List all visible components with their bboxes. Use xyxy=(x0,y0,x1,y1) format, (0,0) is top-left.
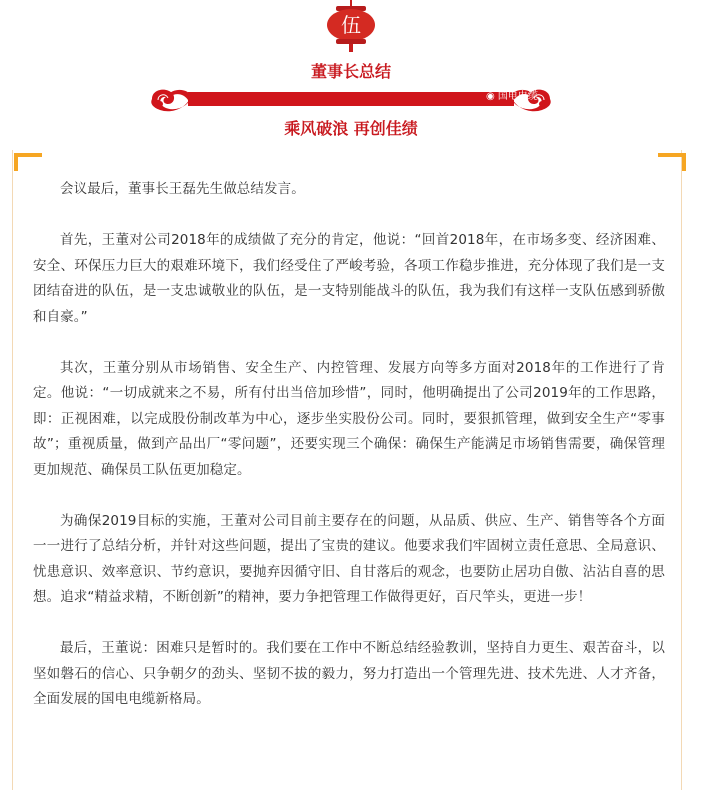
paragraph-4: 为确保2019目标的实施，王董对公司目前主要存在的问题，从品质、供应、生产、销售等各个方面一一进行了总结分析，并针对这些问题，提出了宝贵的建议。他要求我们牢固树立责任意思、全局意识、忧患意识、效率意识、节约意识，要抛弃因循守旧、自甘落后的观念，也要防止居功自傲、沾沾自喜的思想。追求“精益求精，不断创新”的精神，要力争把管理工作做得更好，百尺竿头，更进一步！ xyxy=(33,512,665,605)
brand-watermark xyxy=(486,90,538,104)
lantern-tassel xyxy=(349,44,353,52)
paragraph-2: 首先，王董对公司2018年的成绩做了充分的肯定，他说：“回首2018年，在市场多变、经济困难、安全、环保压力巨大的艰难环境下，我们经受住了严峻考验，各项工作稳步推进，充分体现了我们是一支团结奋进的队伍，是一支忠诚敬业的队伍，是一支特别能战斗的队伍，我为我们有这样一支队伍感到骄傲和自豪。” xyxy=(33,232,665,325)
paragraph-5: 最后，王董说：困难只是暂时的。我们要在工作中不断总结经验教训，坚持自力更生、艰苦奋斗，以坚如磐石的信心、只争朝夕的劲头、坚韧不拔的毅力，努力打造出一个管理先进、技术先进、人才齐备，全面发展的国电电缆新格局。 xyxy=(33,640,665,707)
section-subtitle: 乘风破浪 再创佳绩 xyxy=(284,119,418,138)
lantern-ornament xyxy=(0,0,702,60)
article-body xyxy=(33,177,665,738)
lantern-icon xyxy=(327,9,375,41)
lantern-char: 伍 xyxy=(341,13,361,37)
section-title: 董事长总结 xyxy=(310,62,391,81)
paragraph-3: 其次，王董分别从市场销售、安全生产、内控管理、发展方向等多方面对2018年的工作进行了肯定。他说：“一切成就来之不易，所有付出当倍加珍惜”，同时，他明确提出了公司2019年的工作思路，即：正视困难，以完成股份制改革为中心，逐步坐实股份公司。同时，要狠抓管理，做到安全生产“零事故”；重视质量，做到产品出厂“零问题”，还要实现三个确保：确保生产能满足市场销售需要，确保管理更加规范、确保员工队伍更加稳定。 xyxy=(33,359,665,478)
frame-corner-top-right xyxy=(658,153,686,171)
brand-text: 国电电缆 xyxy=(497,91,538,102)
frame-corner-top-left xyxy=(14,153,42,171)
brand-logo-icon: ◉ xyxy=(486,91,498,102)
paragraph-1: 会议最后，董事长王磊先生做总结发言。 xyxy=(60,181,305,197)
